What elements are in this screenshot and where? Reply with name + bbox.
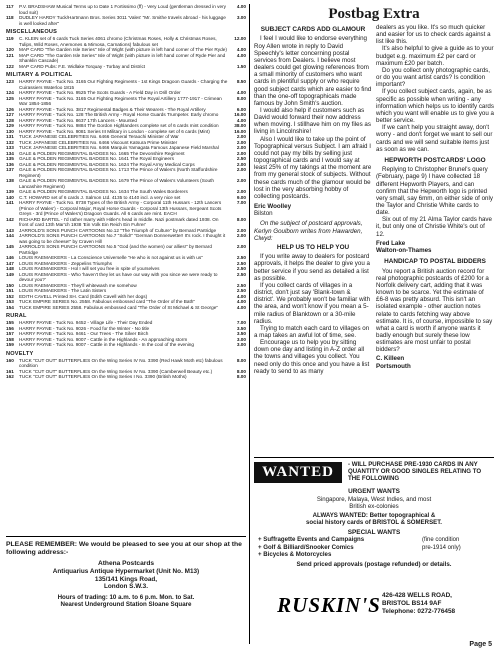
lot-row — [6, 200, 246, 217]
lot-description: MAP CARD Pubs: F.E. Widlake Torquay - Torbay and District — [19, 63, 146, 69]
lot-price: 2.00 — [236, 244, 246, 249]
urgent-wants-line: British ex-colonies — [349, 502, 399, 510]
lot-row — [6, 36, 246, 47]
lot-description: LOUIS RAEMAEKERS - La Conscience Universelle "He who is not against us is with us" — [19, 255, 203, 260]
lot-number: 151 — [6, 288, 14, 293]
letter-heading: SUBJECT CARDS ADD GLAMOUR — [260, 26, 366, 33]
letter-location: Walton-on-Thames — [376, 246, 432, 254]
letter-paragraph: If you write away to dealers for postcard approvals, it helps the dealer to give you a better service if you send as detailed a list as possible. — [254, 253, 370, 282]
lot-description: HARRY PAYNE - Tuck No. 9007 - Cattle in the Highlands - An approaching storm — [19, 336, 188, 342]
lot-price: 4.00 — [236, 293, 246, 299]
lot-description: GALE & POLDEN REGIMENTAL BADGES No. 1665 The Devonshire Regiment — [19, 150, 185, 156]
lot-price: 4.00 — [236, 90, 246, 95]
lot-number: 146 — [6, 255, 14, 260]
letter-heading: HANDICAP TO POSTAL BIDDERS — [384, 258, 486, 266]
letter-paragraph: If you collect cards of villages in a district, don't just say 'Blank-town & district'. We probably won't be familiar with the area, and won't know if you mean a 5-mile radius of Blanktown or a 30-mile radius. — [254, 281, 371, 325]
lot-number: 129 — [6, 123, 14, 128]
letter-paragraph: If you collect subject cards, again, be as specific as possible when writing - any information which helps us to identify cards which you want will enable us to give you a better service. — [376, 88, 494, 125]
lot-description: LOUIS RAEMAEKERS - They'll whitewash me somehow — [19, 282, 137, 288]
address-line: 426-428 WELLS ROAD, — [382, 592, 452, 599]
lot-price: 2.00 — [236, 139, 246, 145]
letter-signature: Eric Woolley — [254, 203, 292, 210]
lot-description: JARROLD'S SONS PUNCH CARTOONS No.12 "The Triumph of Culture" by Bernard Partridge — [19, 227, 217, 233]
lot-price: 4.00 — [236, 299, 246, 304]
lot-number: 130 — [6, 128, 14, 134]
letter-heading: HELP US TO HELP YOU — [276, 243, 350, 251]
lot-row — [6, 342, 246, 348]
lot-number: 158 — [6, 336, 14, 342]
lot-number: 162 — [6, 374, 14, 379]
category-heading-military: MILITARY & POLITICAL — [6, 72, 73, 78]
letter-paragraph: If we can't help you straight away, don't worry - and don't forget we want to sell our cards and we will send suitable items just as soon as we can. — [376, 124, 493, 153]
lot-price: 8.00 — [236, 368, 246, 374]
lot-price: 4.00 — [236, 117, 246, 123]
lot-row — [6, 233, 246, 244]
shop-name: Athena Postcards — [97, 560, 155, 567]
lot-number: 155 — [6, 320, 14, 325]
lot-description: JARROLD'S SONS PUNCH CARTOONS No.7 "Solid!" "German Donnerwetter! It's rock. I thought it was going to be cheese!" by Craven Hill — [19, 233, 226, 244]
lot-number: 147 — [6, 260, 14, 266]
lot-number: 142 — [6, 216, 14, 222]
lot-row — [6, 53, 246, 64]
lot-description: HARRY PAYNE - Tuck No. 9007 - Cattle in the Highlands - In the cool of the evening — [19, 342, 195, 347]
lot-number: 161 — [6, 368, 14, 374]
special-wants-items — [258, 536, 422, 558]
postbag-section — [254, 4, 494, 644]
wanted-text: WANTED — [262, 464, 334, 480]
lot-price: 2.00 — [236, 134, 246, 139]
trading-hours: Hours of trading: 10 a.m. to 6 p.m. Mon. to Sat. — [57, 593, 195, 601]
lot-description: C. KLEIN set of 6 cards Tuck Series 4061 chromo (Christmas Roses, Holly & Christmas Roses, Tulips, Wild Roses, Anemones & Mimosa, Carnations) fabulous set — [19, 36, 217, 47]
lot-price: 8.00 — [236, 216, 246, 222]
lot-price: 4.00 — [236, 304, 246, 310]
telephone-line: Telephone: 0272-776458 — [382, 608, 456, 615]
lot-description: RICHARD BARTEL - I'd rather marry with Hitler's head in middle. Nazi postmark dated 1938. On front of card 13th Mar'ch 1938 'Ein Volk Ein Reich Ein Fuhrer' — [19, 216, 219, 227]
lot-number: 118 — [6, 15, 14, 20]
lot-number: 139 — [6, 189, 14, 194]
lot-description: TUCK EMPIRE SERIES No. 2558. Fabulous embossed card "The Order of the Bath" — [19, 299, 196, 304]
lot-number: 136 — [6, 161, 14, 167]
nearest-station: Nearest Underground Station Sloane Square — [60, 601, 192, 609]
lot-description: P.V. BRADSHAW Musical Terms up to Date 1 Fortissimo (ff) - Very Loud (gentleman dressed in very loud suit) — [19, 4, 227, 15]
lot-number: 154 — [6, 304, 14, 310]
shop-address-line: 135/141 Kings Road, — [94, 575, 158, 583]
lot-price: 2.50 — [236, 282, 246, 288]
ruskins-logo — [277, 592, 381, 618]
lot-row — [6, 305, 246, 311]
lot-price: 7.00 — [236, 200, 246, 205]
lot-number: 117 — [6, 4, 14, 9]
lot-price: 2.50 — [236, 271, 246, 277]
special-want-item: + Golf & Billiard/Snooker Comics — [258, 543, 354, 551]
lot-description: GALE & POLDEN REGIMENTAL BADGES No. 1641 The Royal Engineers — [19, 156, 174, 161]
wanted-banner — [254, 462, 342, 483]
letter-paragraph: Also I would like to take up the point of Topographical versus Subject. I am afraid I could not pay my bills by selling just topographical cards and I would say at least 25% of my takings at the moment are from my general stock of subjects. Without these cards much of the glamour would be lost in the very absorbing hobby of collecting postcards. — [254, 135, 372, 200]
letter-paragraph: You report a British auction record for real photographic postcards of £200 for a Norfolk delivery cart, adding that it was known to be scarce. Yet the estimate of £6-8 was pretty absurd. This isn't an isolated example - other auction notes relate to cards fetching way above estimate. It is, of course, impossible to say what a card is worth if anyone wants it badly enough but surely these low estimates are most unfair to postal bidders? — [376, 267, 493, 354]
lot-number: 150 — [6, 282, 14, 288]
special-wants-heading: SPECIAL WANTS — [347, 528, 401, 536]
urgent-wants-line: Singapore, Malaya, West Indies, and most — [316, 495, 432, 503]
letter-paragraph: Encourage us to help you by sitting down one day and listing in A-Z order all the towns and villages you collect. You need only do this once and you have a list ready to send to as many — [254, 339, 370, 375]
lot-description: TUCK EMPIRE SERIES 2558. Fabulous embossed card "The Order of St Michael & St George" — [19, 304, 218, 310]
lot-number: 141 — [6, 200, 14, 205]
letter-signature: C. Killeen — [376, 355, 405, 363]
condition-note — [422, 536, 494, 558]
lot-number: 125 — [6, 95, 14, 101]
lot-number: 120 — [6, 47, 14, 52]
lot-description: GALE & POLDEN REGIMENTAL BADGES No. 1679 The Prince of Wales's Volunteers (South Lancashire Regiment) — [19, 178, 214, 189]
urgent-wants-heading: URGENT WANTS — [348, 488, 400, 495]
lot-number: 137 — [6, 167, 14, 172]
lot-list-top — [6, 4, 246, 26]
lot-row — [6, 358, 246, 369]
lot-row — [6, 15, 246, 26]
lot-description: GALE & POLDEN REGIMENTAL BADGES No. 1634 The South Wales Borderers — [19, 189, 188, 194]
wanted-tagline: - WILL PURCHASE PRE-1930 CARDS IN ANY QUANTITY OR GOOD SINGLES RELATING TO THE FOLLOWING — [348, 461, 482, 482]
lot-list-rural — [6, 320, 246, 348]
lot-number: 149 — [6, 271, 14, 277]
lot-description: HARRY PAYNE - Tuck No. 3165 Our Fighting Regiments - 1st Kings Dragoon Guards - Charging the Cuirassiers Waterloo 1815 — [19, 79, 228, 90]
address-line: BRISTOL BS14 9AF — [382, 600, 442, 607]
lot-price: 2.50 — [236, 156, 246, 161]
advert-lead-text: PLEASE REMEMBER: We would be pleased to see you at our shop at the following address:- — [6, 541, 242, 556]
lot-price: 8.00 — [236, 374, 246, 379]
lot-description: TUCK "CUT OUT" BUTTERFLIES On the Wing Series IV No. 3390 (Camberwell Beauty etc.) — [19, 368, 213, 374]
category-heading-miscellaneous: MISCELLANEOUS — [6, 29, 58, 35]
lot-number: 132 — [6, 139, 14, 145]
letter-paragraph: I would also help if customers such as David would forward their now address when moving. I stillhave him on my files as living in Lincolnshire! — [254, 106, 371, 136]
lot-description: HARRY PAYNE - Tuck No. 128 The British Army - Royal Horse Guards Trumpeter. Early chromo — [19, 112, 219, 117]
condition-note-line: pre-1914 only) — [422, 544, 461, 551]
letter-paragraph: Do you collect only photographic cards, or do you want artist cards? Is condition important? — [376, 66, 490, 89]
lot-price: 4.00 — [236, 4, 246, 9]
lot-number: 119 — [6, 36, 14, 41]
letter-signature: Fred Lake — [376, 239, 406, 247]
lot-description: MAP CARD "The Garden Isle Series" Isle of Wight (with picture in left hand corner of The Pier Ryde) — [19, 47, 227, 52]
lot-description: HARRY PAYNE - Tuck No. 9884 The Gordon Highlanders complete set of 6 cards mint condition — [19, 123, 219, 128]
special-wants-list — [254, 536, 494, 558]
column-divider — [249, 4, 250, 644]
lot-number: 152 — [6, 293, 14, 299]
lot-description: LOUIS RAEMAEKERS - Hol I will set you free in spite of yourselves — [19, 266, 160, 271]
lot-row — [6, 217, 246, 228]
lot-number: 135 — [6, 156, 14, 161]
lot-number: 145 — [6, 244, 14, 249]
editor-intro: On the subject of postcard approvals, Kerlyn Goulborn writes from Hawarden, Clwyd: — [254, 220, 363, 242]
athena-shop-advert — [6, 541, 246, 609]
lot-description: TUCK JAPANESE CELEBRITIES No. 6466 General Teraochi Minister of War — [19, 134, 179, 139]
lot-description: HARRY PAYNE - Tuck No. 3165 Our Fighting Regiments The Royal Artillery 1777-1917 - Crimean War 1854-1856 — [19, 95, 222, 106]
lot-number: 156 — [6, 325, 14, 331]
divider-rule — [254, 457, 494, 458]
lot-price: 3.50 — [236, 325, 246, 331]
always-wanted-line: social history cards of BRISTOL & SOMERSET. — [306, 519, 442, 527]
lot-description: C.T. HOWARD set of 6 cards J. Salmon Ltd. 4135 to 4140 incl. a very nice set — [19, 194, 181, 200]
lot-price: 7.00 — [236, 320, 246, 325]
send-approvals-line: Send priced approvals (postage refunded) or details. — [296, 560, 452, 568]
lot-price: 1.50 — [236, 63, 246, 69]
special-want-item: + Suffragette Events and Campaigns — [258, 536, 365, 544]
advert-body — [254, 488, 494, 568]
lot-price: 8.00 — [236, 95, 246, 101]
lot-price: 3.50 — [236, 331, 246, 336]
lot-price: 3.00 — [236, 342, 246, 347]
condition-note-line: (fine condition — [422, 537, 460, 544]
lot-description: HARRY PAYNE - Tuck No. 8637 17th Lancers - Mounted — [19, 117, 137, 123]
lot-description: GALE & POLDEN REGIMENTAL BADGES No. 1713 The Prince of Wales's (North Staffordshire Regiment) — [19, 167, 218, 178]
lot-number: 134 — [6, 150, 14, 156]
lot-row — [6, 374, 246, 380]
lot-price: 9.00 — [236, 194, 246, 200]
lot-number: 144 — [6, 233, 14, 238]
lot-description: HARRY PAYNE - Tuck No. 8738 Types of the British Army - Corporal 11th Hussars - 12th Lancers (Prince of Wales') - Corporal Major, Royal Horse Guards - Corporal 13th Hussars, Sergeant Scots Greys - 3rd (Prince of Wales's) Dragoon Guards. All 6 cards are mint. EACH — [19, 200, 222, 216]
lot-list-novelty — [6, 358, 246, 380]
lot-number: 160 — [6, 357, 14, 363]
lot-description: HARRY PAYNE - Tuck No. 9525 The Scots Guards - A Field Day in Drill Order — [19, 90, 181, 95]
lot-price: 2.50 — [236, 266, 246, 271]
lot-price: 3.00 — [236, 336, 246, 342]
lot-price: 2.50 — [236, 260, 246, 266]
lot-description: EDITH CAVELL Printed SH. Card (Edith Cavell with her dogs) — [19, 293, 148, 299]
ruskins-footer — [254, 590, 494, 620]
lot-number: 121 — [6, 52, 14, 58]
lot-price: 6.00 — [236, 106, 246, 112]
lot-description: HARRY PAYNE - Tuck No. 9081 Series III Military in London - complete set of 6 cards (Mint) — [19, 128, 210, 134]
lot-description: LOUIS RAEMAEKERS - The Latin Sisters — [19, 288, 107, 293]
lot-description: TUCK JAPANESE CELEBRITIES No. 6466 Marquis Yamagata Famous Japanese Field Marshal — [19, 145, 219, 150]
lot-description: LOUIS RAEMAEKERS - Zeppelins Triumphs — [19, 260, 112, 266]
letter-paragraph: I feel I would like to endorse everything Roy Allen wrote in reply to David Speechly's letter concerning postal services from Dealers. I believe most dealers could get glowing references from a small minority of customers who want cards in plentiful supply or who require good subject cards which are easier to find than the one-off topographicals made famous by John Smith's auction. — [254, 35, 372, 107]
letter-location: Bilston — [254, 210, 273, 218]
lot-price: 16.00 — [234, 128, 246, 134]
lot-price: 2.00 — [236, 178, 246, 183]
lot-price: 2.00 — [236, 145, 246, 150]
lot-number: 127 — [6, 112, 14, 117]
lot-row — [6, 79, 246, 90]
lot-number: 126 — [6, 106, 14, 112]
ruskins-address — [382, 592, 494, 616]
section-title: Postbag Extra — [328, 6, 420, 22]
lot-number: 148 — [6, 266, 14, 271]
lot-row — [6, 64, 246, 70]
lot-number: 123 — [6, 79, 14, 84]
lot-price: 38.00 — [234, 123, 246, 128]
lot-row — [6, 244, 246, 255]
lot-price: 2.00 — [236, 189, 246, 194]
lot-price: 2.00 — [236, 233, 246, 238]
lot-price: 8.00 — [236, 357, 246, 363]
lot-price: 2.00 — [236, 161, 246, 167]
lot-description: DUDLEY HARDY Tuck/Hartmann Bros. Series 3011 'Vales' "Mr. Smithe travels abroad - his luggage is well looked after" — [19, 15, 226, 26]
letter-paragraph: Replying to Christopher Brunel's query (February, page 9) I have collected 18 different Hepworth Players, and can confirm that the Hepworth logo is printed very small, say 6mm, on either side of only the Taylor and Christie White cards to date. — [376, 166, 493, 217]
lot-price: 2.50 — [236, 288, 246, 293]
lot-price: 12.00 — [234, 36, 246, 41]
letters-column-right — [376, 24, 494, 370]
category-heading-novelty: NOVELTY — [6, 350, 34, 357]
lot-row — [6, 96, 246, 107]
letter-location: Portsmouth — [376, 362, 411, 370]
lot-price: 4.00 — [236, 47, 246, 52]
letter-paragraph: Six out of my 21 Alma Taylor cards have it, but only one of Christie White's out of 12. — [376, 216, 492, 238]
lot-number: 122 — [6, 63, 14, 69]
lot-description: MAP CARD "The Garden Isle Series" Isle of Wight (with picture in left hand corner of Ryde Pier and Shanklin Cascade) — [19, 52, 226, 63]
lot-description: HARRY PAYNE - Tuck No. 9026 - Food for the Winter - No title — [19, 325, 150, 331]
lot-list-military — [6, 79, 246, 310]
magazine-page — [6, 4, 494, 646]
lot-price: 2.00 — [236, 167, 246, 172]
special-want-item: + Bicycles & Motorcycles — [258, 550, 332, 558]
lot-row — [6, 167, 246, 178]
lot-number: 157 — [6, 331, 14, 336]
lot-number: 159 — [6, 342, 14, 347]
lot-number: 143 — [6, 227, 14, 233]
lot-description: HARRY PAYNE - Tuck No. 9461 - Our Trees - The Silver Birch — [19, 331, 149, 336]
ruskins-logo-text: RUSKIN'S — [277, 592, 381, 617]
lot-description: TUCK JAPANESE CELEBRITIES No. 6466 Viscount Katsura Prime Minister — [19, 139, 178, 145]
lot-row — [6, 178, 246, 189]
lot-price: 16.00 — [234, 112, 246, 117]
lot-description: HARRY PAYNE - Tuck No. 9452 - Village Life - Their Day Ended — [19, 320, 153, 325]
lot-description: LOUIS RAEMAEKERS - Who 'haven't they let us have our way with you since we were ready to devour you?' — [19, 271, 218, 282]
lot-description: GALE & POLDEN REGIMENTAL BADGES No. 1624 The Royal Army Medical Corps — [19, 161, 195, 167]
shop-address-line: Antiquarius Antique Hypermarket (Unit No. M13) — [52, 568, 200, 575]
lot-description: JARROLD'S SONS PUNCH CARTOONS No.5 "God (and the women) our allies!" by Bernard Partridge — [19, 244, 212, 255]
divider-rule — [6, 536, 246, 537]
lot-row — [6, 272, 246, 283]
lot-price: 2.50 — [236, 255, 246, 260]
lot-number: 138 — [6, 178, 14, 183]
lot-price: 2.00 — [236, 150, 246, 156]
shop-address-line: London S.W.3. — [103, 583, 149, 591]
lot-number: 128 — [6, 117, 14, 123]
lot-price: 2.00 — [236, 227, 246, 233]
page-number: Page 5 — [469, 641, 492, 648]
category-heading-rural: RURAL — [6, 313, 27, 319]
lot-price: 8.50 — [236, 79, 246, 84]
lot-price: 4.00 — [236, 52, 246, 58]
lot-number: 153 — [6, 299, 14, 304]
letters-column-left — [254, 24, 372, 375]
lot-price: 3.00 — [236, 15, 246, 20]
lot-number: 131 — [6, 134, 14, 139]
ruskins-wanted-advert — [254, 462, 494, 642]
letter-paragraph: It's also helpful to give a guide as to your budget e.g. maximum £2 per card or maximum £20 per batch. — [376, 45, 494, 67]
lot-description: TUCK "CUT OUT" BUTTERFLIES On the Wing Series IV No. 3390 (Red Hawk Moth etc) fabulous condition — [19, 357, 223, 368]
lot-number: 124 — [6, 90, 14, 95]
letter-paragraph: dealers as you like. It's so much quicker and easier for us to check cards against a list like this. — [376, 24, 491, 46]
lot-list-miscellaneous — [6, 36, 246, 69]
lot-number: 133 — [6, 145, 14, 150]
lot-row — [6, 4, 246, 15]
lot-number: 140 — [6, 194, 14, 200]
lot-description: TUCK "CUT OUT" BUTTERFLIES On the Wing Series I No. 3390 (British Moths) — [19, 374, 187, 379]
letter-heading: HEPWORTH POSTCARDS' LOGO — [384, 156, 486, 164]
letter-paragraph: Trying to match each card to villages on a map takes an awful lot of time, see. — [254, 324, 370, 339]
always-wanted-line: ALWAYS WANTED: Better topographical & — [312, 512, 436, 520]
lot-description: HARRY PAYNE - Tuck No. 3817 Regimental Badges & Their Wearers - The Royal Artillery — [19, 106, 206, 112]
